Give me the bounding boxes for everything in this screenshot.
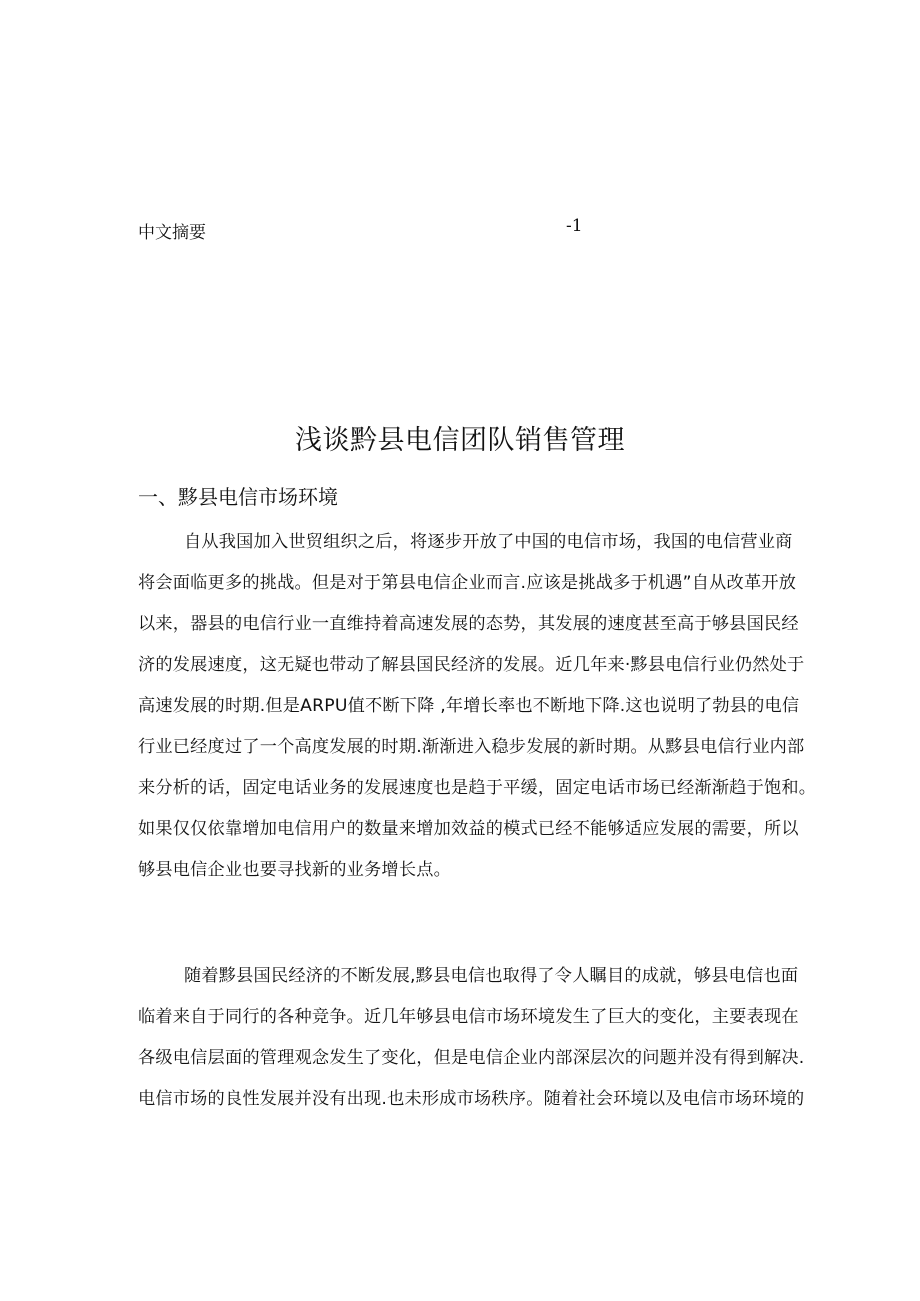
paragraph-line: 行业已经度过了一个高度发展的时期.渐渐进入稳步发展的新时期。从黟县电信行业内部 [138, 737, 805, 757]
toc-label: 中文摘要 [138, 223, 206, 243]
paragraph-line: 临着来自于同行的各种竞争。近几年够县电信市场环境发生了巨大的变化，主要表现在 [138, 1007, 799, 1027]
paragraph-line: 将会面临更多的挑战。但是对于第县电信企业而言.应该是挑战多于机遇”自从改革开放 [138, 573, 797, 593]
document-title: 浅谈黔县电信团队销售管理 [295, 425, 625, 456]
paragraph-line: 够县电信企业也要寻找新的业务增长点。 [138, 860, 451, 880]
paragraph-line: 高速发展的时期.但是ARPU值不断下降 ,年增长率也不断地下降.这也说明了勃县的电信 [138, 696, 800, 716]
paragraph-line: 随着黟县国民经济的不断发展,黟县电信也取得了令人瞩目的成就，够县电信也面 [184, 966, 799, 986]
paragraph-line: 济的发展速度，这无疑也带动了解县国民经济的发展。近几年来·黟县电信行业仍然处于 [138, 655, 805, 675]
paragraph-line: 如果仅仅依靠增加电信用户的数量来增加效益的模式已经不能够适应发展的需要，所以 [138, 819, 799, 839]
paragraph-line: 以来，器县的电信行业一直维持着高速发展的态势，其发展的速度甚至高于够县国民经 [138, 614, 799, 634]
section-heading: 一、黟县电信市场环境 [138, 485, 338, 509]
paragraph-line: 来分析的话，固定电话业务的发展速度也是趋于平缓，固定电话市场已经渐渐趋于饱和。 [138, 778, 817, 798]
paragraph-1 [138, 522, 817, 891]
paragraph-line: 各级电信层面的管理观念发生了变化，但是电信企业内部深层次的问题并没有得到解决. [138, 1048, 805, 1068]
paragraph-line: 电信市场的良性发展并没有出现.也未形成市场秩序。随着社会环境以及电信市场环境的 [138, 1089, 805, 1109]
toc-page-number: -1 [566, 216, 583, 236]
paragraph-2 [138, 956, 805, 1120]
toc-entry[interactable] [138, 216, 598, 246]
paragraph-line: 自从我国加入世贸组织之后，将逐步开放了中国的电信市场，我国的电信营业商 [184, 532, 793, 552]
